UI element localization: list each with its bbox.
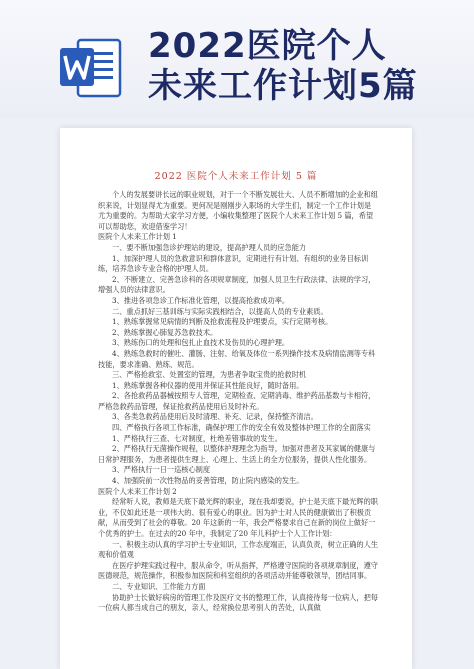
paragraph: 个人的发展要讲长远的职业规划，对于一个不断发展壮大、人员不断增加的企业和组织来说，计划显得尤为重要。更何况是刚刚步入职场的大学生们，制定一个工作计划是尤为重要的。为帮助大家学习方便，小编收集整理了医院个人未来工作计划 5 篇，希望可以帮助您，欢迎借鉴学习！ [98, 190, 378, 231]
paragraph: 4、熟练急救时的催吐、灌肠、注射、给氧及体位一系列操作技术及病情监测等专科技能，要求准确、熟练、规范。 [98, 348, 376, 369]
paragraph: 在医疗护理实践过程中，服从命令，听从指挥，严格遵守医院的各项规章制度，遵守医德规范，规范操作，积极参加医院和科室组织的各项活动并能尊敬领导，团结同事。 [98, 560, 378, 581]
document-title: 2022 医院个人未来工作计划 5 篇 [154, 171, 318, 182]
paragraph: 1、熟练掌握常见病情的判断及抢救流程及护理要点，实行定期考核。 [112, 317, 333, 327]
header-banner [0, 0, 474, 118]
page-title [148, 26, 466, 106]
title-line-1: 2022医院个人 [148, 26, 387, 66]
paragraph: 二、专业知识、工作能力方面 [112, 581, 206, 591]
paragraph: 3、各类急救药品使用后及时清理、补充、记录，保持整齐清洁。 [112, 412, 318, 422]
paragraph: 三、严格抢救室、处置室的管理，为患者争取宝贵的抢救时机 [112, 370, 307, 380]
section-heading: 医院个人未来工作计划 2 [98, 486, 177, 496]
paragraph: 3、熟练伤口的处理和包扎止血技术及伤员的心理护理。 [112, 338, 290, 348]
paragraph: 1、熟练掌握各种仪器的使用并保证其性能良好，随时备用。 [112, 380, 304, 390]
section-heading: 医院个人未来工作计划 1 [98, 232, 177, 242]
document-preview [60, 128, 412, 669]
title-line-2: 未来工作计划5篇 [148, 66, 418, 106]
paragraph: 四、严格执行各项工作标准，确保护理工作的安全有效及整体护理工作的全面落实 [112, 423, 371, 433]
paragraph: 2、严格执行无菌操作规程，以整体护理理念为指导，加强对患者及其家属的健康与日常护理服务，为患者提供生理上、心理上、生活上的全方位服务，提供人性化服务。 [98, 444, 376, 464]
paragraph: 1、严格执行三查、七对制度，杜绝差错事故的发生。 [112, 433, 282, 443]
paragraph: 经常听人说，教师是天底下最光辉的职业，现在我却要说，护士是天底下最光辉的职业，不仅如此还是一项伟大的、很有爱心的职业。因为护士对人民的健康做出了积极贡献，从而受到了社会的尊敬。20 年这新的一年，我会严格要求自己在新的岗位上做好一个优秀的护士。在过去的20 年中，我制定了20 年儿科护士个人工作计划： [98, 497, 378, 538]
paragraph: 2、各抢救药品器械按照专人管理，定期检查、定期消毒、维护药品基数与卡相符，严格急救药品管理，保证抢救药品使用后及时补充。 [98, 391, 376, 411]
paragraph: 2、不断建立、完善急诊科的各项规章制度，加强人员卫生行政法律、法规的学习，增强人员的法律意识。 [98, 274, 376, 295]
paragraph: 1、加深护理人员的急救意识和群体意识，定期进行有计划、有组织的业务目标训练，培养急诊专业合格的护理人员。 [98, 253, 369, 274]
word-document-icon [60, 38, 122, 98]
paragraph: 3、推进各项急诊工作标准化管理，以提高抢救成功率。 [112, 295, 290, 305]
paragraph: 一、积极主动认真的学习护士专业知识，工作态度端正，认真负责，树立正确的人生观和价值观 [98, 539, 378, 560]
paragraph: 一、要不断加强急诊护理站的建设，提高护理人员的应急能力 [112, 242, 307, 252]
paragraph: 二、重点抓好三基训练与实际实践相结合，以提高人员的专业素质。 [112, 306, 328, 316]
paragraph: 协助护士长做好病房的管理工作及医疗文书的整理工作，认真接待每一位病人，把每一位病人都当成自己的朋友，亲人，经常换位思考别人的苦处，认真做 [98, 592, 378, 613]
document-body [60, 190, 412, 614]
paragraph: 4、加强院前一次性物品的妥善管理，防止院内感染的发生。 [112, 476, 304, 486]
paragraph: 3、严格执行一日一巡核心制度 [112, 465, 211, 475]
paragraph: 2、熟练掌握心肺复苏急救技术。 [112, 327, 218, 337]
